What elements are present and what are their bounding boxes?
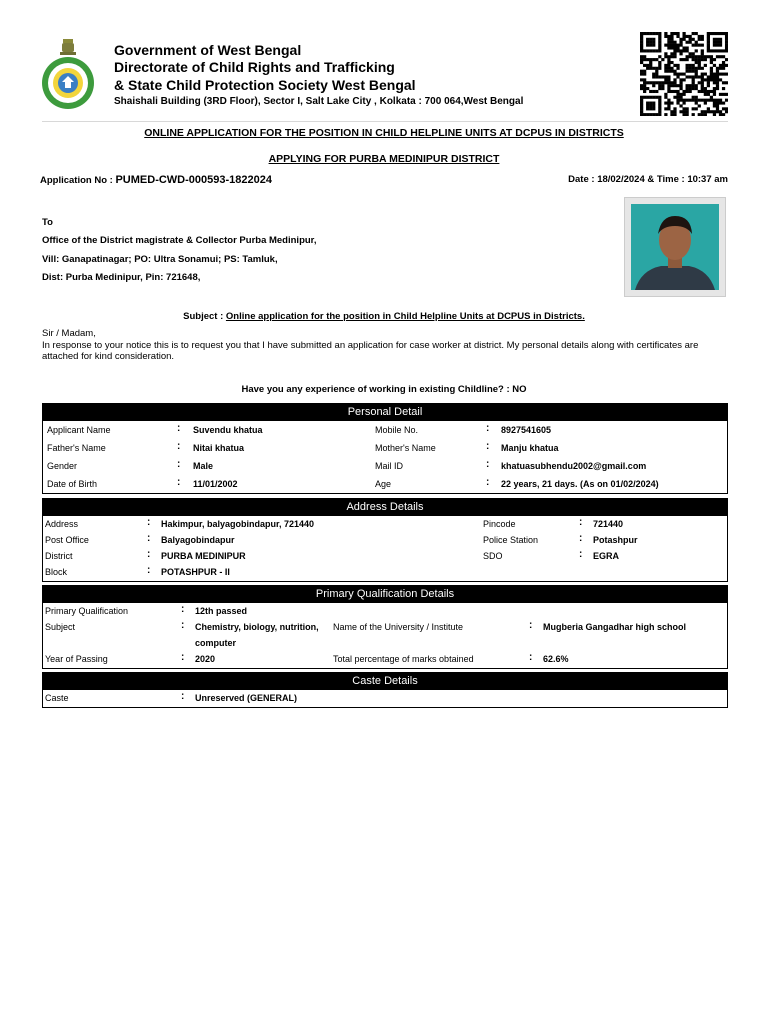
post-office-value: Balyagobindapur <box>161 535 235 545</box>
colon: : <box>486 423 490 434</box>
directorate-title: Directorate of Child Rights and Trafficking <box>114 59 395 75</box>
percentage-value: 62.6% <box>543 654 569 664</box>
colon: : <box>529 620 533 631</box>
father-name-label: Father's Name <box>47 443 106 453</box>
pincode-value: 721440 <box>593 519 624 529</box>
colon: : <box>147 549 151 560</box>
caste-section <box>42 672 728 708</box>
colon: : <box>147 533 151 544</box>
year-of-passing-label: Year of Passing <box>45 654 108 664</box>
mother-name-label: Mother's Name <box>375 443 436 453</box>
mother-name-value: Manju khatua <box>501 443 559 453</box>
colon: : <box>181 620 185 631</box>
dob-value: 11/01/2002 <box>193 479 238 489</box>
applicant-name-label: Applicant Name <box>47 425 111 435</box>
gender-label: Gender <box>47 461 78 471</box>
colon: : <box>177 477 181 488</box>
recipient-office: Office of the District magistrate & Collector Purba Medinipur, <box>42 235 317 246</box>
age-label: Age <box>375 479 392 489</box>
colon: : <box>177 423 181 434</box>
post-office-label: Post Office <box>45 535 89 545</box>
police-station-value: Potashpur <box>593 535 638 545</box>
person-portrait-icon <box>631 204 719 290</box>
pincode-label: Pincode <box>483 519 516 529</box>
colon: : <box>147 517 151 528</box>
colon: : <box>181 604 185 615</box>
subject-value-line1: Chemistry, biology, nutrition, <box>195 622 319 632</box>
subject-value-line2: computer <box>195 638 237 648</box>
university-label: Name of the University / Institute <box>333 622 464 632</box>
recipient-district: Dist: Purba Medinipur, Pin: 721648, <box>42 272 201 283</box>
office-address: Shaishali Building (3RD Floor), Sector I, Salt Lake City , Kolkata : 700 064,West Bengal <box>114 96 524 107</box>
address-value: Hakimpur, balyagobindapur, 721440 <box>161 519 315 529</box>
address-details-section <box>42 498 728 582</box>
to-label: To <box>42 217 53 228</box>
colon: : <box>181 691 185 702</box>
subject-label: Subject <box>45 622 76 632</box>
colon: : <box>177 459 181 470</box>
year-of-passing-value: 2020 <box>195 654 216 664</box>
colon: : <box>486 441 490 452</box>
colon: : <box>579 533 583 544</box>
father-name-value: Nitai khatua <box>193 443 245 453</box>
primary-qualification-label: Primary Qualification <box>45 606 129 616</box>
recipient-village: Vill: Ganapatinagar; PO: Ultra Sonamui; PS: Tamluk, <box>42 254 278 265</box>
header-divider <box>42 121 728 122</box>
address-label: Address <box>45 519 79 529</box>
letter-body: In response to your notice this is to request you that I have submitted an application for case worker at district. My personal details along with certificates are attached for kind consideration. <box>42 340 699 362</box>
govt-title: Government of West Bengal <box>114 42 302 58</box>
caste-label: Caste <box>45 693 69 703</box>
personal-detail-section <box>42 403 728 494</box>
applicant-photo <box>624 197 726 297</box>
percentage-label: Total percentage of marks obtained <box>333 654 474 664</box>
childline-experience: Have you any experience of working in existing Childline? : NO <box>241 384 527 395</box>
dob-label: Date of Birth <box>47 479 98 489</box>
colon: : <box>181 652 185 663</box>
mail-id-value: khatuasubhendu2002@gmail.com <box>501 461 647 471</box>
colon: : <box>177 441 181 452</box>
application-title: ONLINE APPLICATION FOR THE POSITION IN CHILD HELPLINE UNITS AT DCPUS IN DISTRICTS <box>144 127 624 139</box>
mail-id-label: Mail ID <box>375 461 404 471</box>
police-station-label: Police Station <box>483 535 539 545</box>
block-value: POTASHPUR - II <box>161 567 230 577</box>
society-title: & State Child Protection Society West Bengal <box>114 77 416 93</box>
qr-code-icon <box>640 32 728 116</box>
address-details-heading: Address Details <box>43 499 727 516</box>
application-number-value: PUMED-CWD-000593-1822024 <box>115 174 272 186</box>
qualification-heading: Primary Qualification Details <box>43 586 727 603</box>
block-label: Block <box>45 567 68 577</box>
gender-value: Male <box>193 461 214 471</box>
colon: : <box>579 517 583 528</box>
west-bengal-emblem-logo <box>38 38 98 110</box>
district-value: PURBA MEDINIPUR <box>161 551 246 561</box>
subject-line <box>0 311 768 322</box>
subject-label: Subject : <box>183 311 226 322</box>
university-value: Mugberia Gangadhar high school <box>543 622 687 632</box>
sdo-label: SDO <box>483 551 503 561</box>
primary-qualification-value: 12th passed <box>195 606 248 616</box>
qualification-section <box>42 585 728 669</box>
colon: : <box>147 565 151 576</box>
colon: : <box>486 459 490 470</box>
mobile-value: 8927541605 <box>501 425 552 435</box>
colon: : <box>579 549 583 560</box>
ashoka-emblem-icon <box>60 39 76 55</box>
date-time: Date : 18/02/2024 & Time : 10:37 am <box>568 174 728 185</box>
salutation: Sir / Madam, <box>42 328 96 339</box>
applicant-name-value: Suvendu khatua <box>193 425 263 435</box>
caste-heading: Caste Details <box>43 673 727 690</box>
district-title: APPLYING FOR PURBA MEDINIPUR DISTRICT <box>268 153 500 165</box>
subject-text: Online application for the position in Child Helpline Units at DCPUS in Districts. <box>225 311 585 322</box>
sdo-value: EGRA <box>593 551 620 561</box>
application-number-label: Application No : <box>40 175 116 186</box>
district-label: District <box>45 551 73 561</box>
colon: : <box>486 477 490 488</box>
application-number <box>40 174 272 186</box>
mobile-label: Mobile No. <box>375 425 419 435</box>
age-value: 22 years, 21 days. (As on 01/02/2024) <box>501 479 659 489</box>
colon: : <box>529 652 533 663</box>
personal-detail-heading: Personal Detail <box>43 404 727 421</box>
caste-value: Unreserved (GENERAL) <box>195 693 298 703</box>
